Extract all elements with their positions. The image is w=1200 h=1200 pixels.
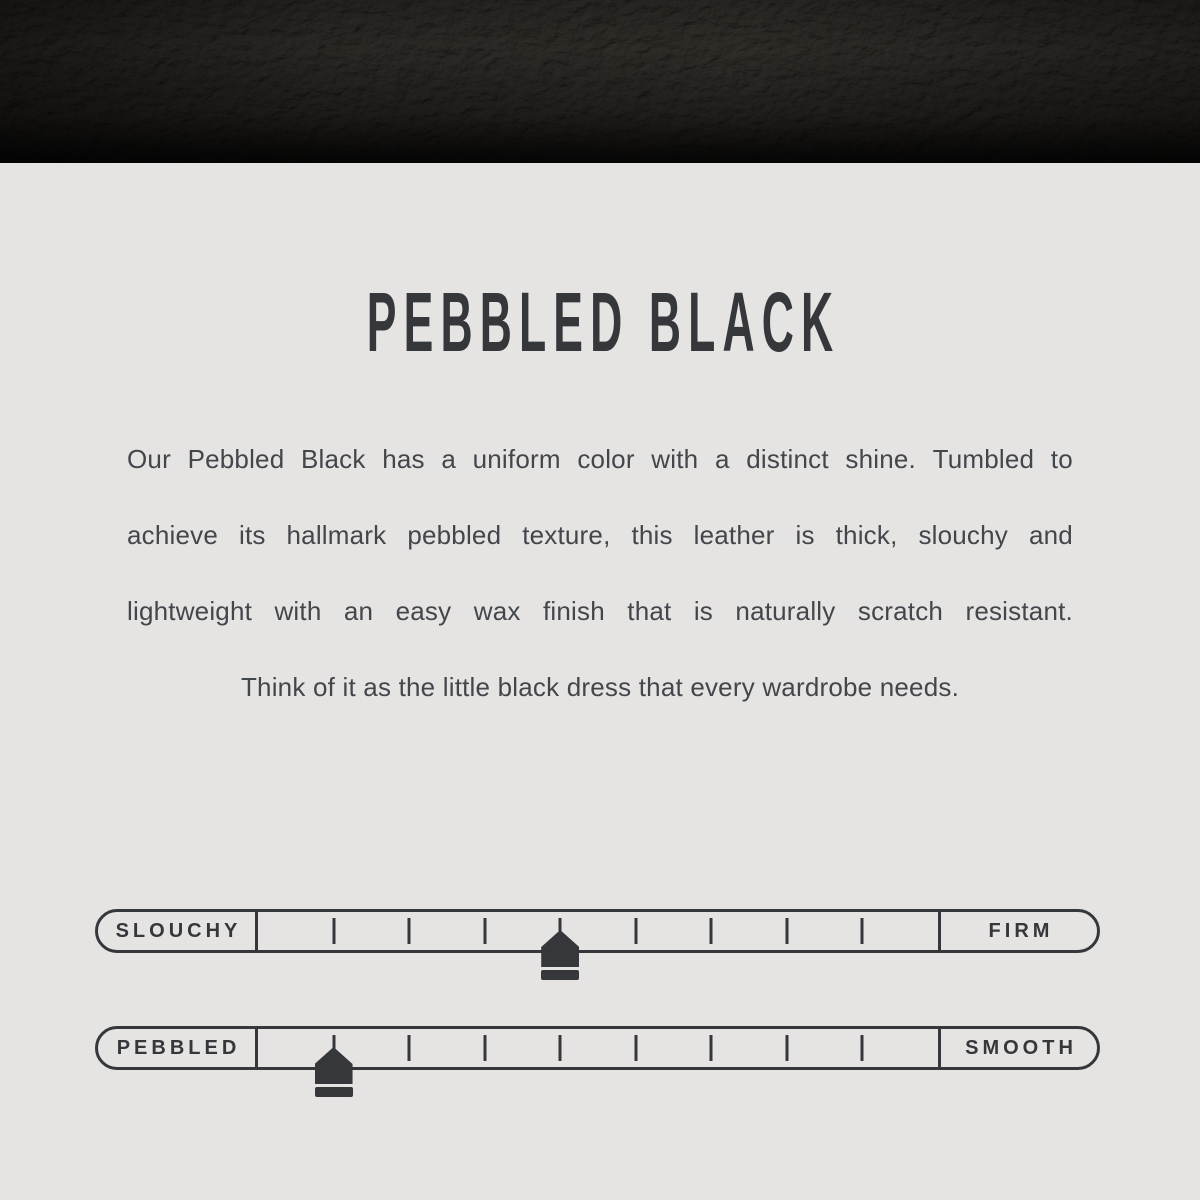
leather-texture-banner [0, 0, 1200, 163]
scale-right-label: SMOOTH [938, 1029, 1097, 1067]
word: distinct [746, 443, 829, 474]
description-line: Think of it as the little black dress that every wardrobe needs. [240, 672, 960, 702]
marker-pentagon [315, 1047, 353, 1084]
word: that [627, 595, 672, 626]
word: finish [542, 595, 605, 626]
material-description [127, 421, 1073, 725]
word: leather [693, 519, 775, 550]
scale-tick [861, 918, 864, 944]
word: and [1028, 519, 1073, 550]
word: resistant. [965, 595, 1073, 626]
word: Our [127, 443, 171, 474]
marker-pentagon [541, 930, 579, 967]
marker-bar [541, 970, 579, 980]
word: naturally [735, 595, 836, 626]
slouchy-firm-scale [95, 909, 1100, 953]
material-attribute-scales [0, 909, 1200, 1070]
word: pebbled [407, 519, 502, 550]
scale-tick [408, 1035, 411, 1061]
word: a [441, 443, 456, 474]
word: with [274, 595, 322, 626]
scale-tick [483, 1035, 486, 1061]
word: scratch [857, 595, 944, 626]
scale-tick [861, 1035, 864, 1061]
scale-tick [710, 1035, 713, 1061]
word: texture, [522, 519, 611, 550]
word: lightweight [127, 595, 253, 626]
word: has [382, 443, 425, 474]
description-line [127, 421, 1073, 497]
scale-left-label: PEBBLED [98, 1029, 258, 1067]
word: hallmark [286, 519, 387, 550]
scale-marker [315, 1047, 353, 1097]
description-line [127, 497, 1073, 573]
scale-track [258, 912, 938, 950]
word: Tumbled [932, 443, 1035, 474]
scale-marker [541, 930, 579, 980]
word: shine. [845, 443, 916, 474]
scale-tick [634, 1035, 637, 1061]
word: to [1050, 443, 1073, 474]
word: a [714, 443, 730, 474]
scale-tick [634, 918, 637, 944]
word: Black [301, 443, 366, 474]
scale-tick [483, 918, 486, 944]
description-line [127, 573, 1073, 649]
word: its [238, 519, 266, 550]
word: this [631, 519, 673, 550]
pebbled-smooth-scale [95, 1026, 1100, 1070]
word: color [577, 443, 635, 474]
word: thick, [835, 519, 898, 550]
scale-track [258, 1029, 938, 1067]
marker-bar [315, 1087, 353, 1097]
scale-right-label: FIRM [938, 912, 1097, 950]
product-material-title: PEBBLED BLACK [366, 275, 841, 369]
scale-tick [785, 1035, 788, 1061]
word: with [651, 443, 699, 474]
scale-tick [785, 918, 788, 944]
scale-left-label: SLOUCHY [98, 912, 258, 950]
scale-tick [710, 918, 713, 944]
leather-texture-image [0, 0, 1200, 163]
word: easy [395, 595, 452, 626]
word: uniform [472, 443, 561, 474]
scale-tick [332, 918, 335, 944]
word: achieve [127, 519, 219, 550]
word: an [343, 595, 374, 626]
scale-tick [559, 1035, 562, 1061]
word: wax [473, 595, 521, 626]
word: is [795, 519, 815, 550]
word: Pebbled [187, 443, 285, 474]
scale-tick [408, 918, 411, 944]
word: is [693, 595, 714, 626]
word: slouchy [918, 519, 1008, 550]
